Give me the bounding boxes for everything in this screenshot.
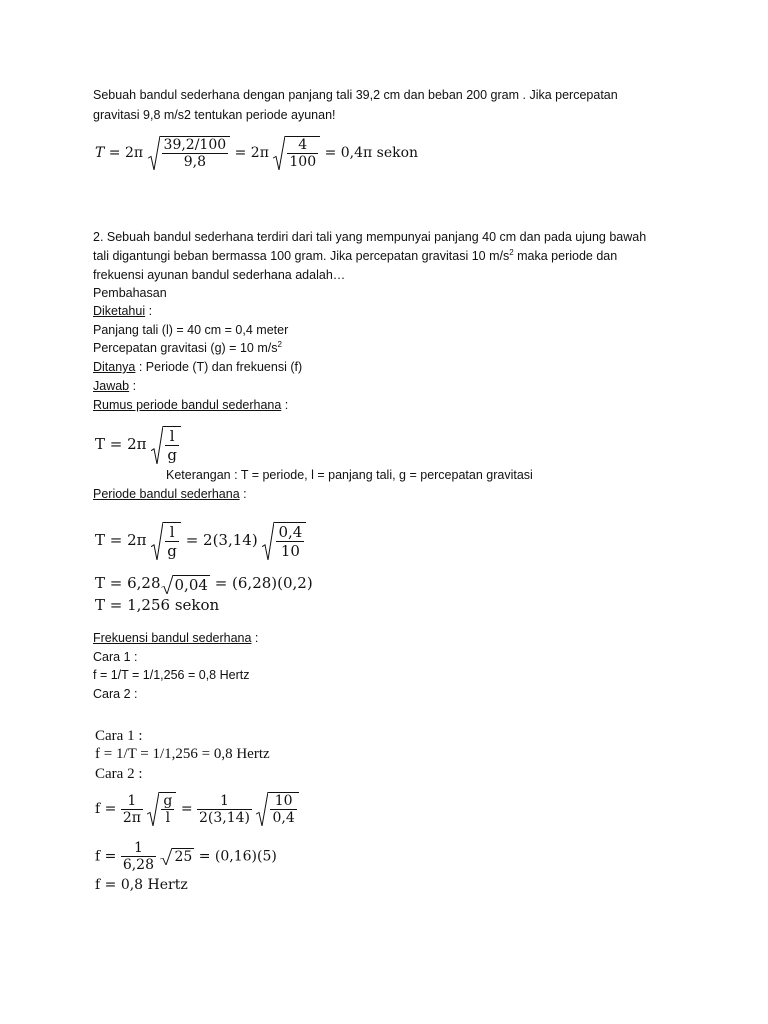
ditanya-line: Ditanya : Periode (T) dan frekuensi (f)	[93, 360, 303, 374]
eq-lhs: T	[95, 145, 105, 161]
frekuensi-line-1: f = $\frac{1}{2\pi}$ $\frac{g}{l}$ = $\frac{1}{2(3,14)}$ $\frac{10}{0,4}$	[95, 792, 299, 826]
cara-1-label: Cara 1 :	[93, 650, 138, 664]
image-cara-2: Cara 2 :	[95, 766, 143, 782]
frekuensi-line-3: f = 0,8 Hertz	[95, 877, 188, 893]
eq-rhs: = 0,4π sekon	[324, 145, 419, 161]
jawab-label: Jawab :	[93, 379, 137, 393]
frekuensi-heading: Frekuensi bandul sederhana :	[93, 631, 259, 645]
equation-problem-1	[95, 136, 418, 170]
formula-periode: T = 2π $\frac{l}{g}$	[95, 426, 181, 464]
sqrt-values: $\frac{0,4}{10}$	[262, 522, 306, 560]
periode-heading: Periode bandul sederhana :	[93, 487, 247, 501]
problem-1-line-1: Sebuah bandul sederhana dengan panjang tali 39,2 cm dan beban 200 gram . Jika percepatan	[93, 88, 618, 102]
eq-part: = 2π	[108, 145, 144, 161]
image-cara-1-equation: f = 1/T = 1/1,256 = 0,8 Hertz	[95, 746, 270, 762]
problem-1-line-2: gravitasi 9,8 m/s2 tentukan periode ayunan!	[93, 108, 336, 122]
eq-part: = 2π	[234, 145, 269, 161]
sqrt-10-over-04: $\frac{10}{0,4}$	[256, 792, 298, 826]
pembahasan-label: Pembahasan	[93, 286, 167, 300]
image-cara-1: Cara 1 :	[95, 728, 143, 744]
periode-line-3: T = 1,256 sekon	[95, 596, 220, 614]
frekuensi-line-2: f = $\frac{1}{6,28}$ 25 = (0,16)(5)	[95, 840, 277, 873]
periode-line-2: T = 6,28 0,04 = (6,28)(0,2)	[95, 574, 313, 594]
rumus-heading: Rumus periode bandul sederhana :	[93, 398, 289, 412]
sqrt-l-over-g: $\frac{l}{g}$	[151, 522, 181, 560]
cara-2-label: Cara 2 :	[93, 687, 138, 701]
sqrt-g-over-l: $\frac{g}{l}$	[147, 792, 176, 826]
fraction: $\frac{4}{100}$	[289, 137, 317, 170]
percepatan-line: Percepatan gravitasi (g) = 10 $m/s^2$	[93, 340, 282, 355]
diketahui-label: Diketahui :	[93, 304, 153, 318]
sqrt-25: 25	[160, 848, 194, 865]
problem-2-line-2: tali digantungi beban bermassa 100 gram. Jika percepatan gravitasi 10 $m/s^2$ maka periode dan	[93, 248, 618, 263]
sqrt-2	[273, 136, 320, 170]
panjang-tali-line: Panjang tali (l) = 40 cm = 0,4 meter	[93, 323, 289, 337]
keterangan-line: Keterangan : T = periode, l = panjang tali, g = percepatan gravitasi	[166, 468, 533, 482]
cara-1-equation: f = 1/T = 1/1,256 = 0,8 Hertz	[93, 668, 250, 682]
fraction: $\frac{39,2/100}{9,8}$	[163, 137, 227, 170]
periode-line-1: T = 2π $\frac{l}{g}$ = 2(3,14) $\frac{0,4}{10}$	[95, 522, 306, 560]
sqrt-formula: $\frac{l}{g}$	[151, 426, 181, 464]
problem-2-line-3: frekuensi ayunan bandul sederhana adalah…	[93, 268, 346, 282]
sqrt-004: 0,04	[161, 575, 210, 594]
sqrt-1	[148, 136, 231, 170]
problem-2-line-1: 2. Sebuah bandul sederhana terdiri dari tali yang mempunyai panjang 40 cm dan pada ujung bawah	[93, 230, 647, 244]
